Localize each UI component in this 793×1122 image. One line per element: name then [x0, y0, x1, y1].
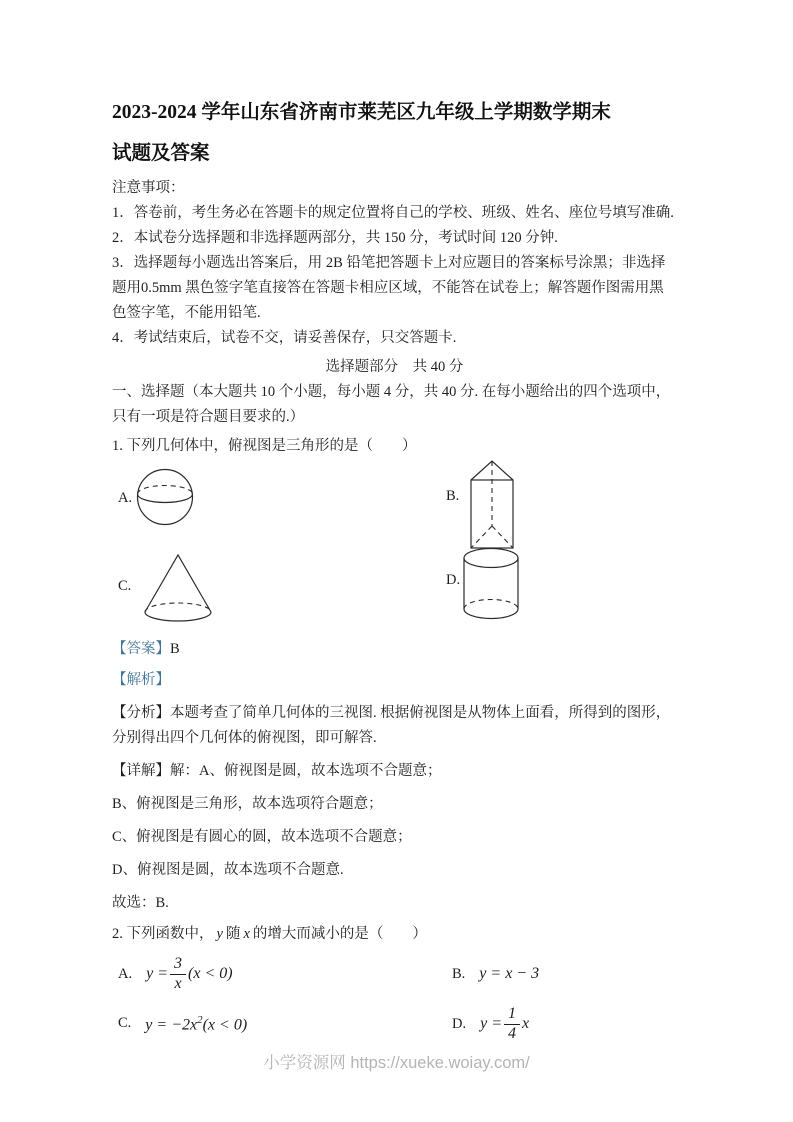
q2-d-fraction	[504, 1006, 520, 1043]
notice-item-3: 3．选择题每小题选出答案后，用 2B 铅笔把答题卡上对应题目的答案标号涂黑；非选择题用0.5mm 黑色签字笔直接答在答题卡相应区域，不能答在试卷上；解答题作图需用黑色签字笔，不能用铅笔.	[112, 255, 666, 321]
notice-heading: 注意事项：	[112, 180, 185, 196]
page-title	[112, 92, 677, 174]
title-line-2: 试题及答案	[112, 143, 210, 164]
q2-a-fraction	[170, 956, 186, 993]
q2-option-c-formula	[145, 1014, 247, 1034]
question-2-stem	[112, 922, 677, 947]
answer-value: B	[170, 641, 180, 657]
part-heading: 选择题部分 共 40 分	[325, 359, 464, 375]
question-1-stem: 1. 下列几何体中，俯视图是三角形的是（ ）	[112, 438, 417, 454]
option-b-label: B.	[446, 488, 460, 504]
cylinder-figure	[462, 547, 520, 621]
q2-stem-text-1: 2. 下列函数中，	[112, 926, 214, 942]
detail-line-2: B、俯视图是三角形，故本选项符合题意；	[112, 796, 383, 812]
notice-item-1: 1．答卷前，考生务必在答题卡的规定位置将自己的学校、班级、姓名、座位号填写准确.	[112, 205, 674, 221]
footer-link[interactable]: 小学资源网 https://xueke.woiay.com/	[263, 1054, 530, 1072]
q2-d-variable: x	[522, 1014, 530, 1032]
q2-c-condition: (x < 0)	[202, 1016, 248, 1034]
notice-item-4: 4．考试结束后，试卷不交，请妥善保存，只交答题卡.	[112, 330, 457, 346]
section-intro: 一、选择题（本大题共 10 个小题，每小题 4 分，共 40 分. 在每小题给出的四个选项中，只有一项是符合题目要求的.）	[112, 384, 671, 425]
detail-line-4: D、俯视图是圆，故本选项不合题意.	[112, 862, 344, 878]
q2-option-b	[446, 965, 677, 983]
question-1-options	[112, 459, 677, 631]
q2-d-numerator: 1	[504, 1006, 520, 1025]
q2-a-condition: (x < 0)	[188, 964, 233, 982]
fenxi-text: 本题考查了简单几何体的三视图. 根据俯视图是从物体上面看，所得到的图形，分别得出四个几何体的俯视图，即可解答.	[112, 705, 671, 746]
option-d-label: D.	[446, 572, 461, 588]
triangular-prism-figure	[464, 459, 520, 551]
detail-text-1: 解：A、俯视图是圆，故本选项不合题意；	[170, 763, 442, 779]
q2-var-y: y	[216, 926, 223, 942]
q2-option-b-formula: y = x − 3	[479, 965, 540, 982]
conclusion-line: 故选：B.	[112, 895, 169, 911]
jiexi-line	[112, 668, 677, 693]
fenxi-tag: 【分析】	[112, 705, 170, 721]
q2-option-a	[112, 956, 446, 993]
answer-line	[112, 637, 677, 662]
jiexi-tag: 【解析】	[112, 672, 170, 688]
q2-stem-text-2: 随	[225, 926, 241, 942]
option-a-label: A.	[118, 490, 133, 506]
q2-d-denominator: 4	[508, 1024, 517, 1042]
title-line-1: 2023-2024 学年山东省济南市莱芜区九年级上学期数学期末	[112, 102, 611, 123]
answer-tag: 【答案】	[112, 641, 170, 657]
q2-c-exponent: 2	[197, 1013, 203, 1026]
footer	[0, 1049, 793, 1073]
q2-option-d-formula	[480, 1006, 529, 1043]
sphere-figure	[136, 463, 194, 533]
xiangjie-tag: 【详解】	[112, 763, 170, 779]
q2-option-d	[446, 1006, 677, 1043]
detail-line-3: C、俯视图是有圆心的圆，故本选项不合题意；	[112, 829, 412, 845]
cone-figure	[142, 553, 214, 623]
q2-option-a-label: A.	[118, 965, 133, 982]
detail-line-1	[112, 759, 677, 784]
q2-var-x: x	[243, 926, 250, 942]
q2-stem-text-3: 的增大而减小的是（ ）	[252, 926, 427, 942]
q2-a-numerator: 3	[170, 956, 186, 975]
q2-option-c-label: C.	[118, 1015, 132, 1032]
q2-option-c	[112, 1014, 446, 1034]
q2-a-denominator: x	[174, 974, 182, 992]
q2-c-lhs: y = −2x	[145, 1016, 198, 1034]
q2-a-lhs: y =	[146, 964, 169, 982]
q2-option-a-formula	[146, 956, 232, 993]
q2-option-d-label: D.	[452, 1015, 467, 1032]
q2-d-lhs: y =	[480, 1014, 503, 1032]
notice-item-2: 2．本试卷分选择题和非选择题两部分，共 150 分，考试时间 120 分钟.	[112, 230, 558, 246]
option-c-label: C.	[118, 578, 132, 594]
question-2-options	[112, 949, 677, 1049]
q2-option-b-label: B.	[452, 965, 466, 982]
fenxi-paragraph	[112, 701, 677, 751]
